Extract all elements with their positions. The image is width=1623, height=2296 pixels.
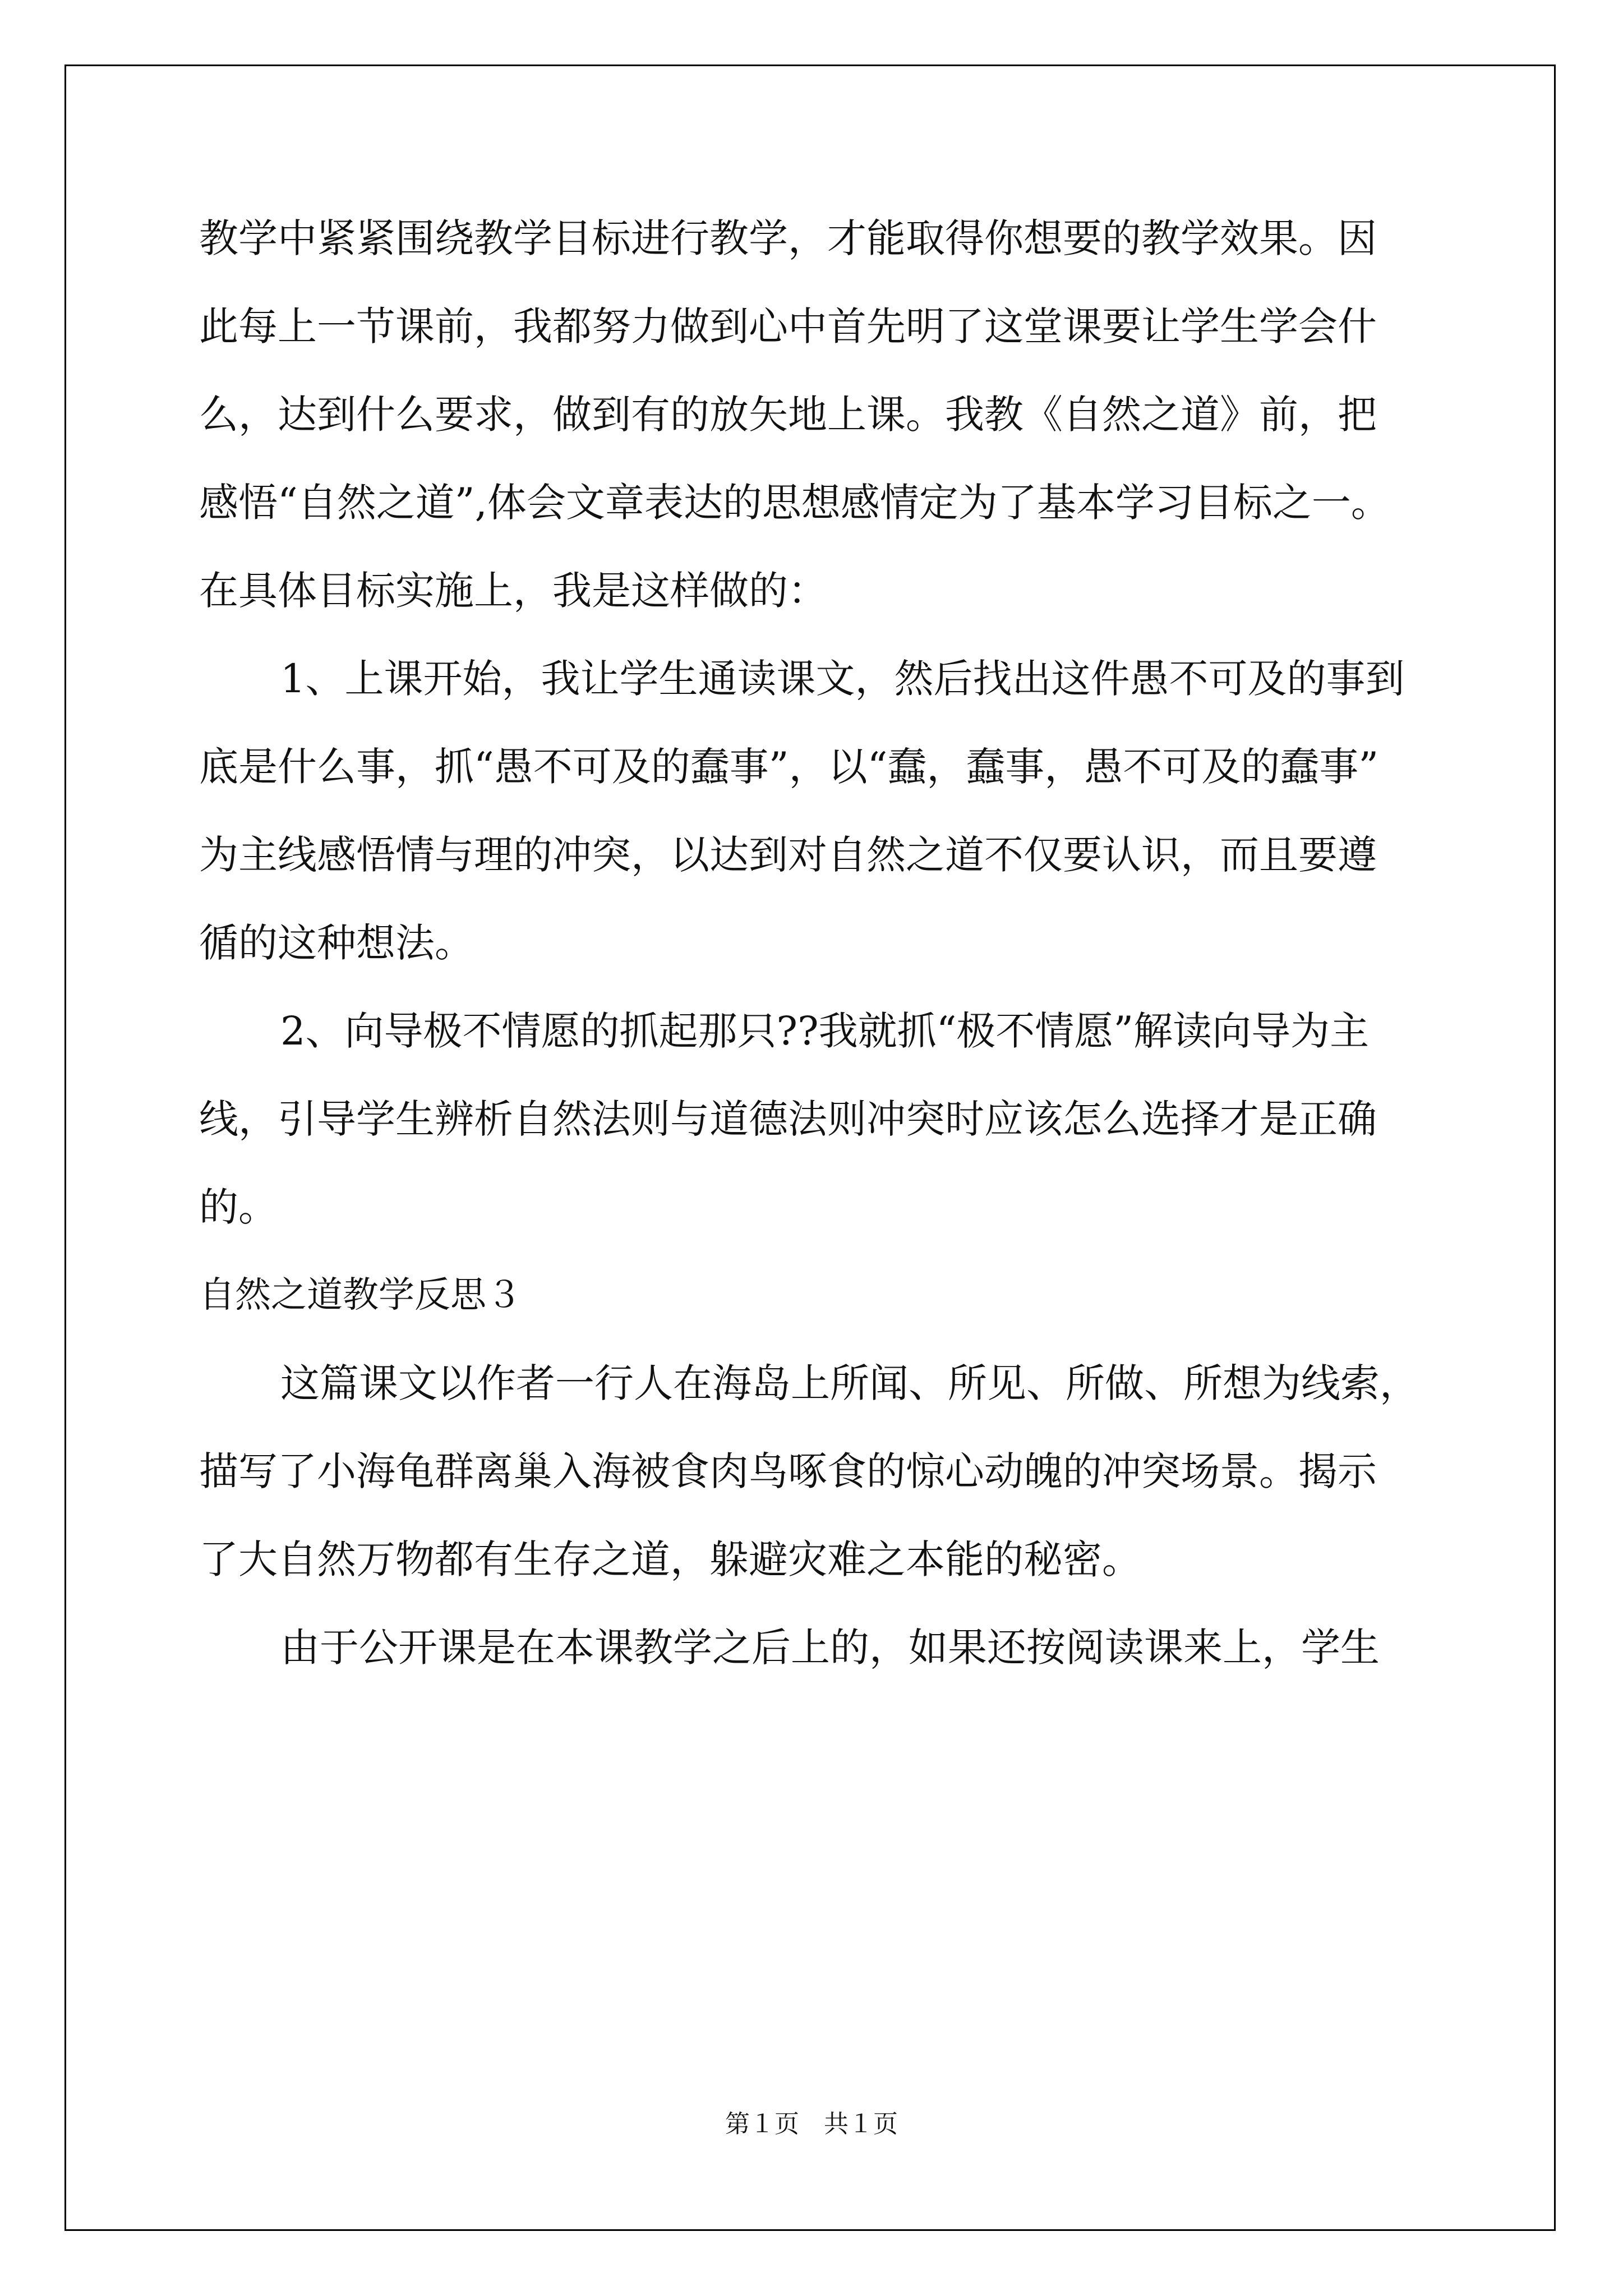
paragraph-line: 循的这种想法。 (199, 920, 474, 966)
paragraph-line: 感悟“自然之道”,体会文章表达的思想感情定为了基本学习目标之一。 (199, 480, 1390, 526)
paragraph-line: 线，引导学生辨析自然法则与道德法则冲突时应该怎么选择才是正确 (199, 1096, 1377, 1142)
paragraph-line: 为主线感悟情与理的冲突，以达到对自然之道不仅要认识，而且要遵 (199, 832, 1377, 878)
paragraph-line: 了大自然万物都有生存之道，躲避灾难之本能的秘密。 (199, 1536, 1141, 1582)
paragraph-line: 底是什么事，抓“愚不可及的蠢事”，以“蠢，蠢事，愚不可及的蠢事” (199, 744, 1379, 790)
paragraph-line: 这篇课文以作者一行人在海岛上所闻、所见、所做、所想为线索， (280, 1360, 1419, 1406)
paragraph-line: 描写了小海龟群离巢入海被食肉鸟啄食的惊心动魄的冲突场景。揭示 (199, 1448, 1377, 1494)
paragraph-line: 2、向导极不情愿的抓起那只??我就抓“极不情愿”解读向导为主 (280, 1008, 1370, 1054)
paragraph-line: 在具体目标实施上，我是这样做的： (199, 568, 827, 614)
section-heading: 自然之道教学反思３ (199, 1274, 522, 1316)
paragraph-line: 么，达到什么要求，做到有的放矢地上课。我教《自然之道》前，把 (199, 392, 1377, 438)
paragraph-line: 的。 (199, 1184, 278, 1230)
paragraph-line: 由于公开课是在本课教学之后上的，如果还按阅读课来上，学生 (280, 1625, 1380, 1671)
paragraph-line: 教学中紧紧围绕教学目标进行教学，才能取得你想要的教学效果。因 (199, 215, 1377, 261)
paragraph-line: 此每上一节课前，我都努力做到心中首先明了这堂课要让学生学会什 (199, 303, 1377, 349)
paragraph-line: 1、上课开始，我让学生通读课文，然后找出这件愚不可及的事到 (280, 656, 1405, 702)
page-number-footer: 第１页 共１页 (725, 2110, 898, 2138)
